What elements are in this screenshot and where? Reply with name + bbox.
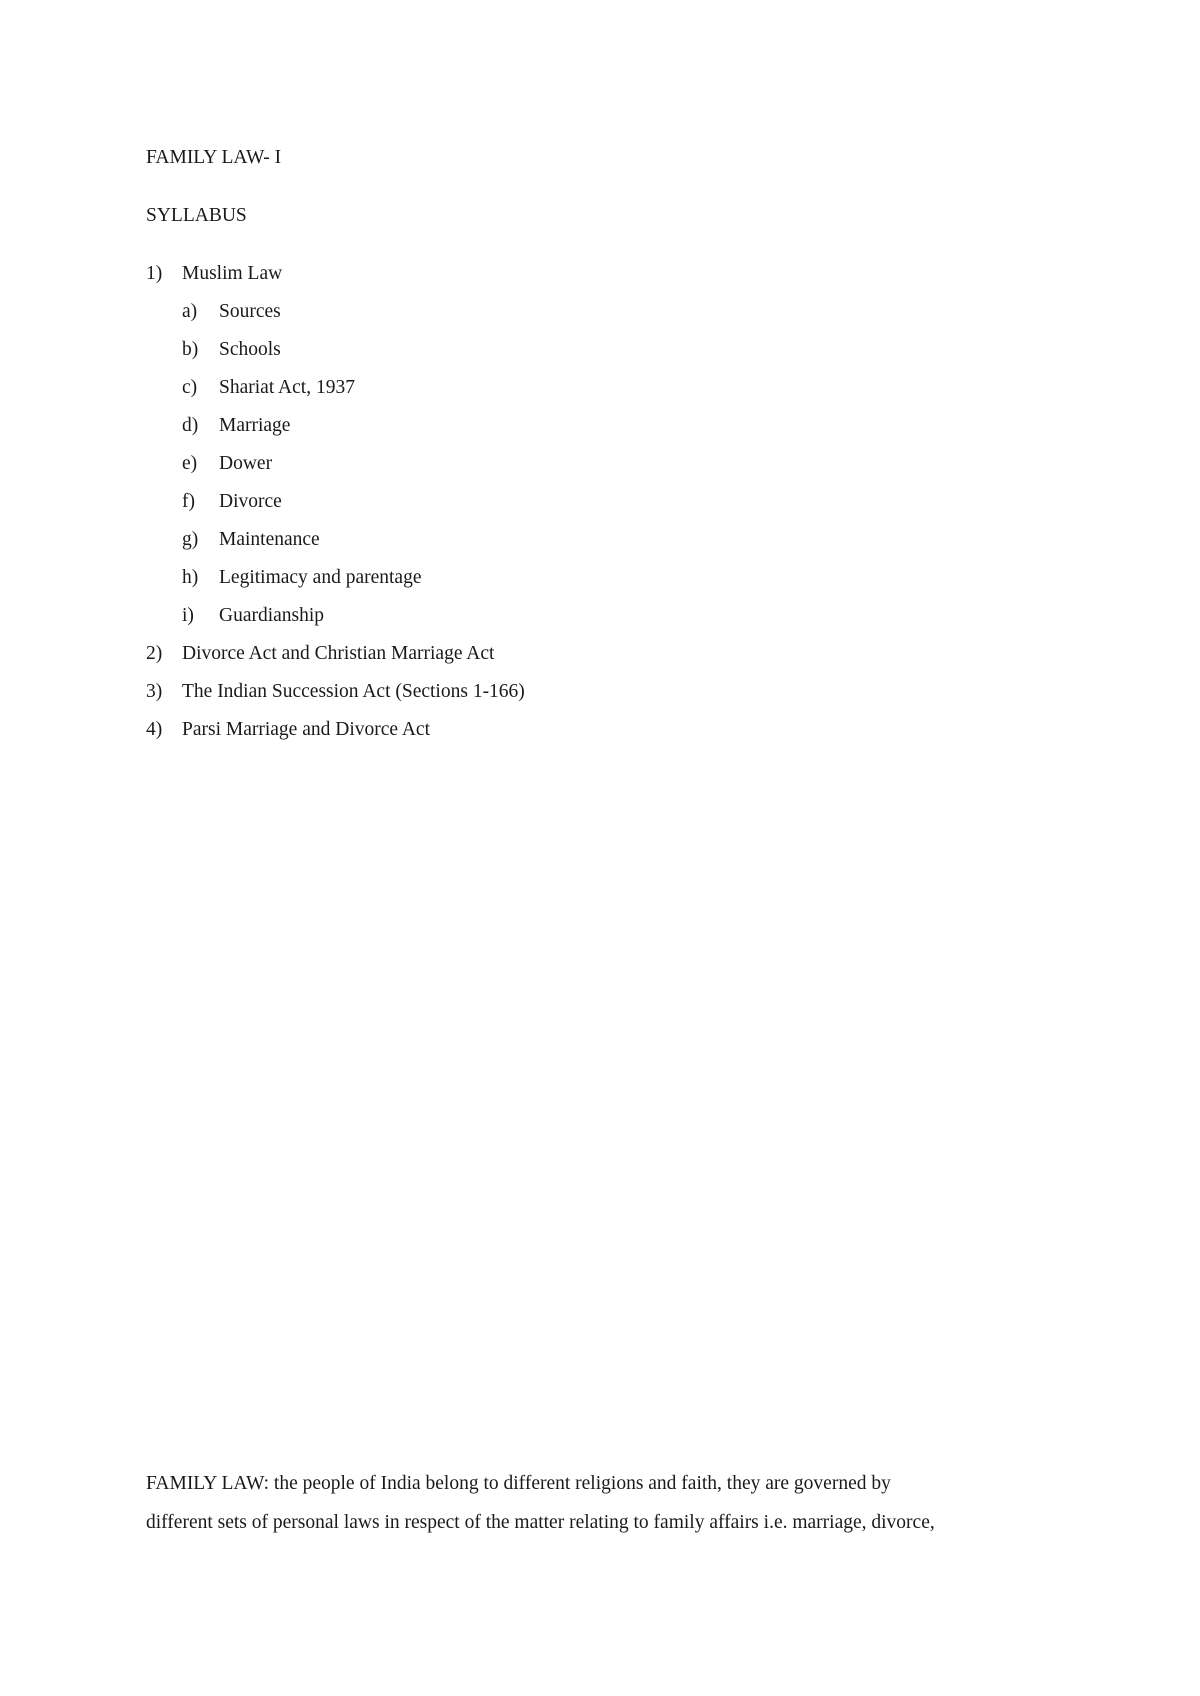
sublist-marker: a) (182, 301, 198, 322)
sublist-item-label: Divorce (219, 491, 282, 512)
list-marker: 3) (146, 681, 163, 702)
list-marker: 2) (146, 643, 163, 664)
list-item-label: Divorce Act and Christian Marriage Act (182, 643, 495, 664)
sublist-marker: i) (182, 605, 194, 626)
sublist-marker: e) (182, 453, 198, 474)
sublist-item-label: Legitimacy and parentage (219, 567, 422, 588)
sublist-marker: h) (182, 567, 199, 588)
sublist-item-label: Schools (219, 339, 281, 360)
sublist-marker: g) (182, 529, 199, 550)
sublist-marker: d) (182, 415, 199, 436)
paragraph-line: different sets of personal laws in respect of the matter relating to family affairs i.e. marriage, divorce, (146, 1512, 935, 1533)
sublist-item-label: Guardianship (219, 605, 325, 626)
list-item-label: Parsi Marriage and Divorce Act (182, 719, 430, 740)
sublist-marker: b) (182, 339, 199, 360)
sublist-item-label: Dower (219, 453, 273, 474)
document-subtitle: SYLLABUS (146, 205, 247, 226)
sublist-marker: f) (182, 491, 195, 512)
list-item-label: The Indian Succession Act (Sections 1-166) (182, 681, 525, 702)
document-title: FAMILY LAW- I (146, 147, 282, 168)
list-marker: 1) (146, 263, 163, 284)
paragraph-line: FAMILY LAW: the people of India belong to different religions and faith, they are governed by (146, 1473, 891, 1494)
list-marker: 4) (146, 719, 163, 740)
sublist-item-label: Shariat Act, 1937 (219, 377, 355, 398)
sublist-marker: c) (182, 377, 198, 398)
sublist-item-label: Marriage (219, 415, 291, 436)
sublist-item-label: Sources (219, 301, 281, 322)
sublist-item-label: Maintenance (219, 529, 320, 550)
list-item-label: Muslim Law (182, 263, 283, 284)
